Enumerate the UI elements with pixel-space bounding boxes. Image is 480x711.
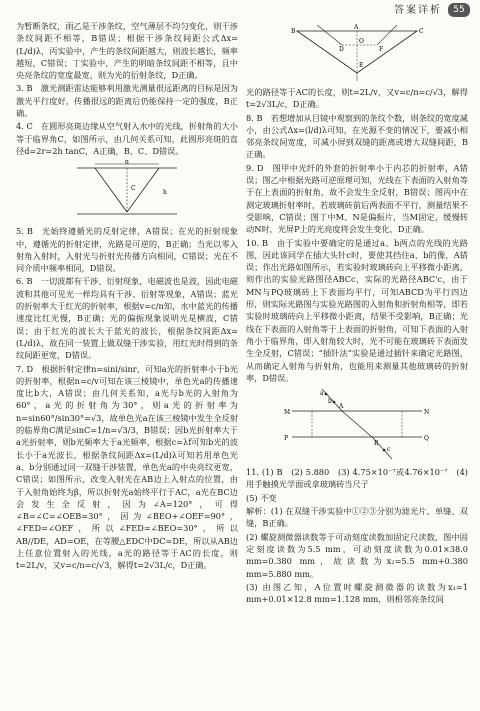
- answer-11: 11. (1) B (2) 5.880 (3) 4.75×10⁻⁷或4.76×10⁻⁷ (4) 用手触摸光学面或拿玻璃砖当尺子: [246, 467, 468, 490]
- fig4-h-label: h: [163, 189, 167, 197]
- answer-4: 4. C 在圆形亮斑边缘从空气射入水中的光线，折射角的大小等于临界角C，如图所示，由几何关系可知，此圆形亮斑的直径d=2r=2h tanC，A正确，B、C、D错误。: [16, 121, 238, 156]
- fig10-label-q: Q: [424, 435, 429, 443]
- figure-4-diagram: [67, 160, 187, 222]
- fig7-label-f: F: [379, 46, 384, 53]
- answer-9: 9. D 图甲中光纤的外套的折射率小于内芯的折射率，A错误；图乙中根据光路可逆原理可知，光线在下表面的入射角等于在上表面的折射角，故不会发生全反射，B错误；图丙中在测定玻璃折射率时，若玻璃砖前后两表面不平行，测量结果不受影响，C错误；图丁中M、N是偏振片，当M固定，缓慢转动N时，光屏P上的光亮度将会发生变化，D正确。: [246, 162, 468, 235]
- fig10-label-b: b: [328, 398, 332, 406]
- fig4-c-label: C: [131, 185, 136, 193]
- fig10-label-A: A: [339, 403, 344, 411]
- fig7-label-a: A: [354, 24, 359, 31]
- answer-11-5: (5) 不变: [246, 492, 277, 503]
- fig7-label-c: C: [419, 28, 424, 35]
- fig10-label-B: B: [374, 440, 379, 448]
- answer-2-tail: 为暂断条纹，雨乙是干涉条纹，空气薄层不均匀变化，则干涉条纹间距不相等，B错误；根据干涉条纹间距公式Δx=(L/d)λ，丙实验中，产生的条纹间距越大，则波长越长，频率越短，C错误；丁实验中，产生的明暗条纹间距不相等，且中央亮条纹的宽度最宽，则为光的衍射条纹，D正确。: [16, 21, 238, 81]
- fig7-label-b: B: [291, 28, 296, 35]
- header-title: 答案详析: [394, 5, 442, 16]
- fig10-label-c: c: [387, 446, 391, 454]
- fig7-label-o: O: [359, 38, 364, 45]
- answer-8: 8. B 若想增加从目镜中观察到的条纹个数，则条纹的宽度减小，由公式Δx=(l/d)λ可知，在光源不变的情况下，要减小相邻亮条纹间宽度，可减小屏到双缝的距离或增大双缝间距，B正确。: [246, 112, 468, 160]
- analysis-2: (2) 螺旋测微器读数等于可动刻度读数加固定尺读数，图中固定刻度读数为5.5 mm，可动刻度读数为0.01×38.0 mm=0.380 mm，故读数为x₂=5.5 mm+0.380 mm=5.880 mm。: [246, 531, 468, 579]
- fig10-label-a: a: [320, 390, 324, 398]
- fig7-label-d: D: [339, 46, 344, 53]
- left-column: [16, 20, 238, 573]
- answer-7: 7. D 根据折射定律n=sini/sinr，可知a光的折射率小于b光的折射率，根据n=c/v可知在该三棱镜中，单色光a的传播速度比b大，A错误；由几何关系知，a光与b光的入射角为60°，a光的折射角为30°，则a光的折射率为n=sin60°/sin30°=√3，故单色光a在该三棱镜中发生全反射的临界角C满足sinC=1/n=√3/3，B错误；因b光折射率大于a光折射率，则b光频率大于a光频率，根据c=λf可知b光的波长小于a光波长，根据条纹间距Δx=(L/d)λ可知若用单色光a、b分别通过同一双缝干涉装置，单色光a的中央亮纹更宽，C错误；如图所示，改变入射光在AB边上入射点的位置，由于入射角始终为β，所以折射光a始终平行于AC，a光在BC边会发生全反射，因为∠A=120°，可得∠B=∠C=∠OEB=30°，因为∠BEO+∠OEF=90°，∠FED=∠OEF，所以∠FED=∠BEO=30°，所以AB//DE，AD=OE，在等腰△EDC中DC=DE，所以从AB边上任意位置射入的光线，a光的路径等于AC的长度，则t=2L/v，又v=c/n=c/√3，解得t=2√3L/c，D正确。: [16, 363, 238, 571]
- answer-5: 5. B 光始终遵循光的反射定律，A错误；在光的折射现象中，遵循光的折射定律，光路是可逆的，B正确；当光以零入射角入射时，入射光与折射光传播方向相同，C错误；光在不同介质中频率相同，D错误。: [16, 226, 238, 274]
- fig4-d-label: d: [125, 160, 129, 166]
- figure-7-prism-diagram: [287, 23, 427, 83]
- analysis-1: 解析：(1) 在双缝干涉实验中①②③分别为滤光片、单缝、双缝，B正确。: [246, 506, 468, 529]
- answer-10: 10. B 由于实验中要确定的是通过a、b两点的光线的光路图，因此该同学在插大头针c时，要使其挡住a、b的像，A错误；作出光路如图所示，若实验时玻璃砖向上平移微小距离，则作出的实验光路图径ABCc，实际的光路径ABC'c，由于MN与PQ玻璃砖上下表面均平行，可知ABCD为平行四边形，则实际光路图与实验光路图的入射角和折射角相等，即若实验时玻璃砖向上平移微小距离，结果不受影响，B正确；光线在下表面的入射角等于上表面的折射角，可知下表面的入射角小于临界角，即入射角较大时，光不可能在玻璃砖下表面发生全反射，C错误；“插针法”实验是通过插针来确定光路图，从而确定入射角与折射角，也能用来测量其他玻璃砖的折射率，D错误。: [246, 237, 468, 383]
- right-column: [246, 20, 468, 606]
- fig7-label-e: E: [359, 62, 364, 69]
- answer-7-tail: 光的路径等于AC的长度，则t=2L/v，又v=c/n=c/√3，解得t=2√3L/c，D正确。: [246, 87, 468, 110]
- fig10-label-n: N: [424, 409, 430, 417]
- figure-10-glass-block-diagram: [282, 387, 432, 463]
- analysis-3: (3) 由图乙知，A位置时螺旋测微器的读数为x₁=1 mm+0.01×12.8 mm=1.128 mm，则相邻亮条纹间: [246, 581, 468, 605]
- answer-3: 3. B 激光测距雷达能够利用激光测量很远距离的目标是因为激光平行度好，传播很远的距离后仍能保持一定的强度，B正确。: [16, 83, 238, 119]
- fig10-label-p: P: [284, 435, 289, 443]
- answer-6: 6. B 一切波都有干涉、衍射现象，电磁波也是波，因此电磁波和其他可见光一样均具有干涉、衍射等现象，A错误；蓝光的折射率大于红光的折射率，根据v=c/n知，水中蓝光的传播速度比红光慢，B正确；光的偏振现象说明光是横波，C错误；由于红光的波长大于蓝光的波长，根据条纹间距Δx=(L/d)λ，故在同一装置上做双缝干涉实验，用红光时得到的条纹间距更宽，D错误。: [16, 276, 238, 361]
- page-number: 55: [448, 3, 470, 17]
- fig10-label-m: M: [284, 409, 291, 417]
- page-header: [0, 0, 480, 22]
